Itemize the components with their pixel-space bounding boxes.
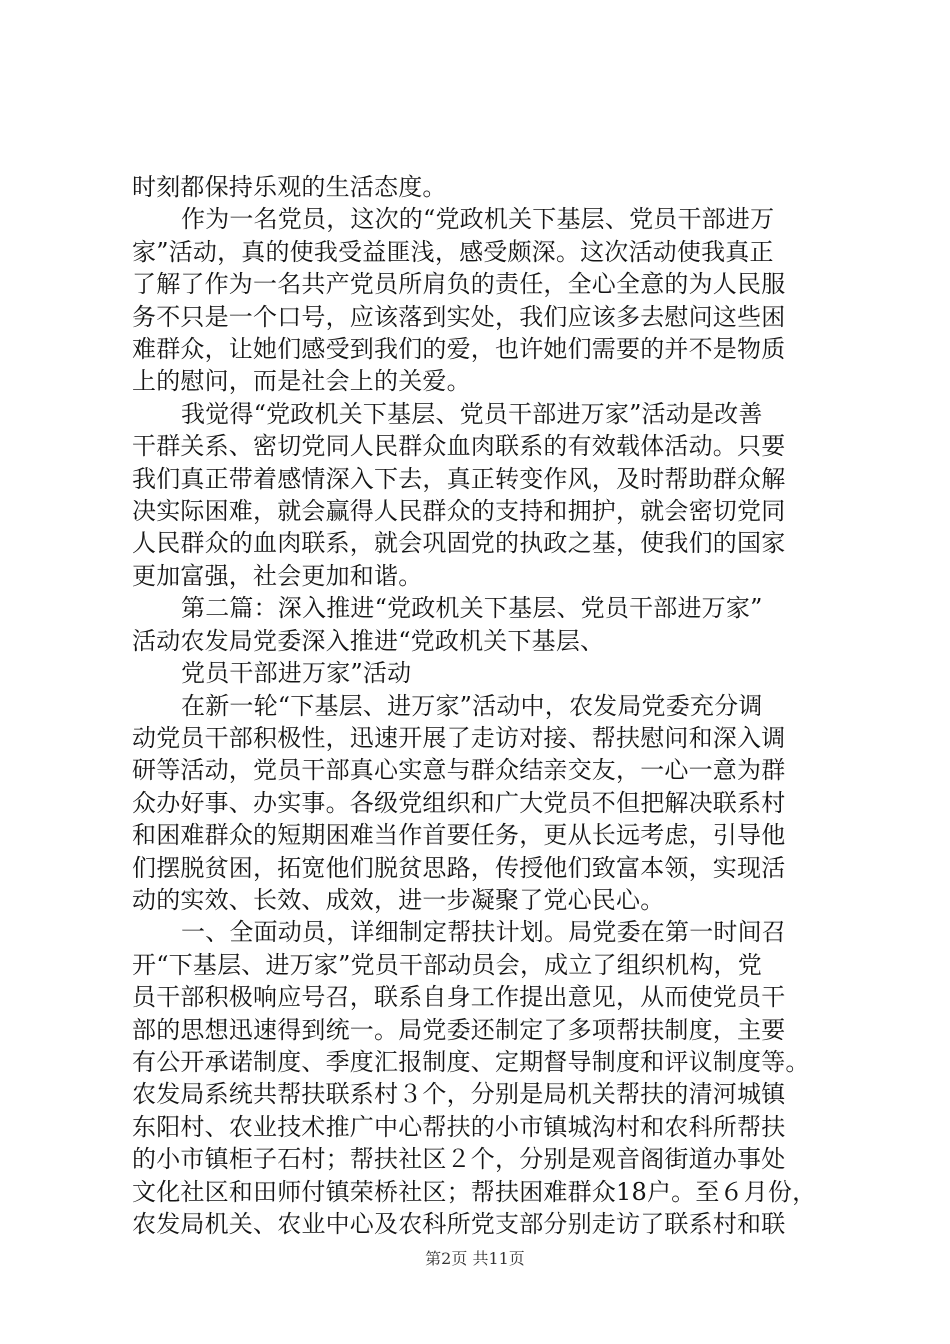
text-line: 员干部积极响应号召，联系自身工作提出意见，从而使党员干 bbox=[132, 983, 786, 1012]
text-line: 们摆脱贫困，拓宽他们脱贫思路，传授他们致富本领，实现活 bbox=[132, 853, 786, 882]
text-line: 干群关系、密切党同人民群众血肉联系的有效载体活动。只要 bbox=[132, 432, 786, 461]
text-line: 上的慰问，而是社会上的关爱。 bbox=[132, 367, 471, 396]
text-line: 的小市镇柜子石村；帮扶社区２个，分别是观音阁街道办事处 bbox=[132, 1145, 786, 1174]
text-line: 开“下基层、进万家”党员干部动员会，成立了组织机构，党 bbox=[132, 950, 762, 979]
text-line: 农发局机关、农业中心及农科所党支部分别走访了联系村和联 bbox=[132, 1210, 786, 1238]
text-line: 难群众，让她们感受到我们的爱，也许她们需要的并不是物质 bbox=[132, 335, 786, 364]
section-heading-line: 党员干部进万家”活动 bbox=[181, 659, 412, 688]
section-heading-line: 第二篇：深入推进“党政机关下基层、党员干部进万家” bbox=[181, 594, 763, 623]
text-line: 有公开承诺制度、季度汇报制度、定期督导制度和评议制度等。 bbox=[132, 1047, 810, 1076]
text-line: 东阳村、农业技术推广中心帮扶的小市镇城沟村和农科所帮扶 bbox=[132, 1112, 786, 1141]
text-line: 时刻都保持乐观的生活态度。 bbox=[132, 173, 447, 201]
text-line: 我们真正带着感情深入下去，真正转变作风，及时帮助群众解 bbox=[132, 464, 786, 493]
text-line: 了解了作为一名共产党员所肩负的责任，全心全意的为人民服 bbox=[132, 270, 786, 299]
text-line: 作为一名党员，这次的“党政机关下基层、党员干部进万 bbox=[181, 205, 775, 234]
page-footer: 第2页 共11页 bbox=[425, 1249, 525, 1268]
text-line: 我觉得“党政机关下基层、党员干部进万家”活动是改善 bbox=[181, 399, 763, 428]
text-line: 众办好事、办实事。各级党组织和广大党员不但把解决联系村 bbox=[132, 788, 786, 817]
text-line: 一、全面动员，详细制定帮扶计划。局党委在第一时间召 bbox=[181, 918, 786, 947]
text-line: 动的实效、长效、成效，进一步凝聚了党心民心。 bbox=[132, 885, 665, 914]
text-line: 文化社区和田师付镇荣桥社区；帮扶困难群众18户。至６月份， bbox=[132, 1177, 817, 1206]
text-line: 研等活动，党员干部真心实意与群众结亲交友，一心一意为群 bbox=[132, 756, 786, 785]
text-line: 农发局系统共帮扶联系村３个，分别是局机关帮扶的清河城镇 bbox=[132, 1080, 786, 1109]
text-line: 家”活动，真的使我受益匪浅，感受颇深。这次活动使我真正 bbox=[132, 237, 774, 266]
text-line: 决实际困难，就会赢得人民群众的支持和拥护，就会密切党同 bbox=[132, 497, 786, 526]
text-line: 务不只是一个口号，应该落到实处，我们应该多去慰问这些困 bbox=[132, 302, 786, 331]
text-line: 人民群众的血肉联系，就会巩固党的执政之基，使我们的国家 bbox=[132, 529, 786, 558]
text-line: 更加富强，社会更加和谐。 bbox=[132, 561, 423, 590]
text-line: 和困难群众的短期困难当作首要任务，更从长远考虑，引导他 bbox=[132, 821, 786, 850]
text-line: 部的思想迅速得到统一。局党委还制定了多项帮扶制度，主要 bbox=[132, 1015, 786, 1044]
text-line: 动党员干部积极性，迅速开展了走访对接、帮扶慰问和深入调 bbox=[132, 723, 786, 752]
section-heading-line: 活动农发局党委深入推进“党政机关下基层、 bbox=[132, 626, 605, 655]
text-line: 在新一轮“下基层、进万家”活动中，农发局党委充分调 bbox=[181, 691, 763, 720]
body-text bbox=[132, 171, 857, 1240]
